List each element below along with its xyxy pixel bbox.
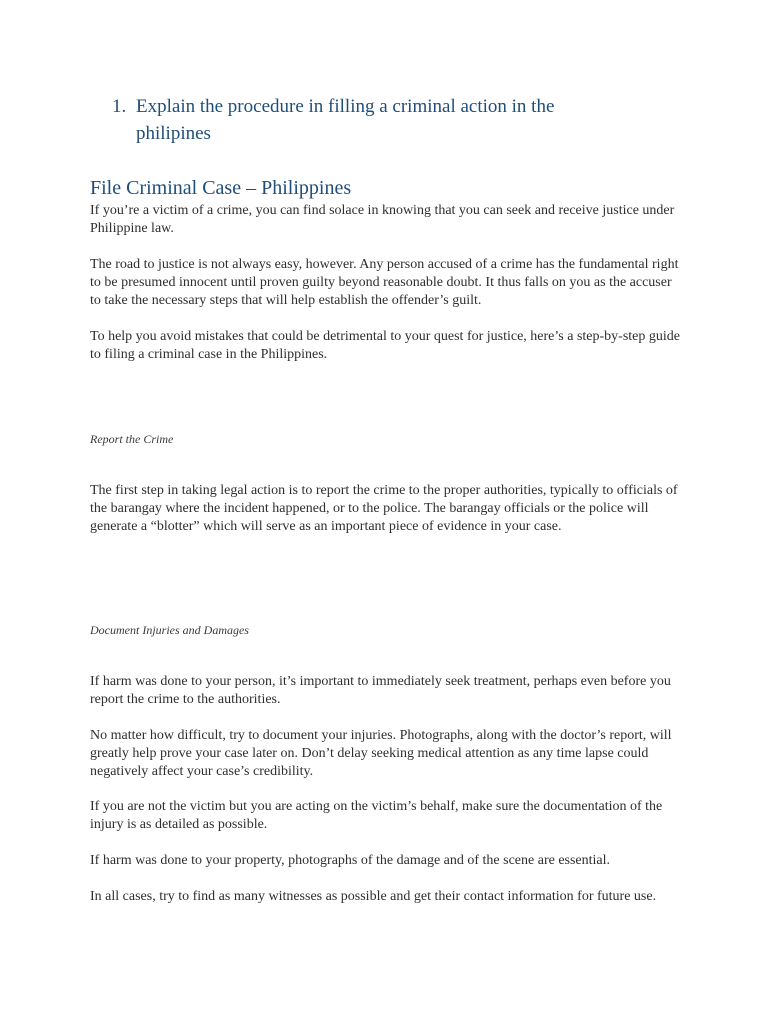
question-heading (112, 93, 632, 147)
step-title-document-injuries: Document Injuries and Damages (90, 623, 249, 637)
intro-paragraph-3: To help you avoid mistakes that could be detrimental to your quest for justice, here’s a step-by-step guide to filing a criminal case in the Philippines. (90, 329, 680, 362)
section-title: File Criminal Case – Philippines (90, 177, 352, 199)
document-paragraph-5: In all cases, try to find as many witnesses as possible and get their contact information for future use. (90, 889, 657, 904)
document-paragraph-4: If harm was done to your property, photographs of the damage and of the scene are essential. (90, 853, 611, 868)
document-paragraph-1: If harm was done to your person, it’s important to immediately seek treatment, perhaps even before you report the crime to the authorities. (90, 674, 671, 707)
document-paragraph-2: No matter how difficult, try to document your injuries. Photographs, along with the doctor’s report, will greatly help prove your case later on. Don’t delay seeking medical attention as any time lapse could negatively affect your case’s credibility. (90, 728, 672, 779)
step-title-report-crime: Report the Crime (90, 432, 174, 446)
intro-paragraph-1: If you’re a victim of a crime, you can find solace in knowing that you can seek and receive justice under Philippine law. (90, 203, 675, 236)
question-text: Explain the procedure in filling a criminal action in the philipines (136, 96, 555, 144)
question-number: 1. (112, 96, 127, 117)
document-paragraph-3: If you are not the victim but you are acting on the victim’s behalf, make sure the documentation of the injury is as detailed as possible. (90, 799, 663, 832)
step-report-crime-body: The first step in taking legal action is to report the crime to the proper authorities, typically to officials of the barangay where the incident happened, or to the police. The barangay officials or the police will generate a “blotter” which will serve as an important piece of evidence in your case. (90, 483, 678, 534)
intro-paragraph-2: The road to justice is not always easy, however. Any person accused of a crime has the fundamental right to be presumed innocent until proven guilty beyond reasonable doubt. It thus falls on you as the accuser to take the necessary steps that will help establish the offender’s guilt. (90, 257, 679, 308)
